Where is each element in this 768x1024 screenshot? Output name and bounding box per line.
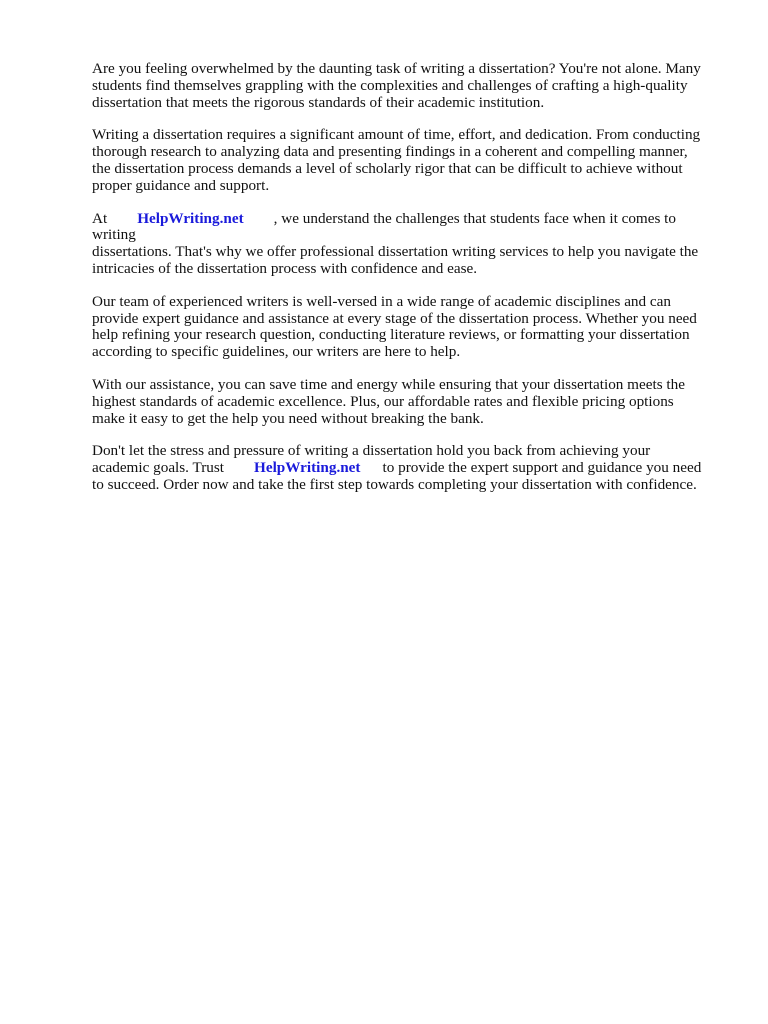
paragraph-text: Don't let the stress and pressure of writing a dissertation hold you back from achieving your <box>92 442 651 460</box>
paragraph-text: to succeed. Order now and take the first step towards completing your dissertation with confidence. <box>92 475 697 493</box>
paragraph-text: At <box>92 209 108 227</box>
paragraph-call-to-action <box>92 443 722 493</box>
paragraph-intro: Are you feeling overwhelmed by the daunting task of writing a dissertation? You're not alone. Many students find themselves grappling with the complexities and challenges of crafting a high-quality dissertation that meets the rigorous standards of their academic institution. <box>92 60 701 111</box>
paragraph-helpwriting-intro <box>92 211 722 278</box>
paragraph-text: academic goals. Trust <box>92 459 225 477</box>
paragraph-team: Our team of experienced writers is well-versed in a wide range of academic disciplines and can provide expert guidance and assistance at every stage of the dissertation process. Whether you need help refining your research question, conducting literature reviews, or formatting your dissertation according to specific guidelines, our writers are here to help. <box>92 292 697 361</box>
paragraph-requirements: Writing a dissertation requires a significant amount of time, effort, and dedication. From conducting thorough research to analyzing data and presenting findings in a coherent and compelling manner, the dissertation process demands a level of scholarly rigor that can be difficult to achieve without proper guidance and support. <box>92 126 701 194</box>
helpwriting-link[interactable]: HelpWriting.net <box>137 209 244 227</box>
paragraph-text: , we understand the challenges that students face when it comes to writing <box>92 209 676 244</box>
paragraph-text: to provide the expert support and guidance you need <box>382 459 702 477</box>
helpwriting-link[interactable]: HelpWriting.net <box>254 459 361 477</box>
paragraph-assistance: With our assistance, you can save time and energy while ensuring that your dissertation meets the highest standards of academic excellence. Plus, our affordable rates and flexible pricing options make it easy to get the help you need without breaking the bank. <box>92 375 685 427</box>
paragraph-text: dissertations. That's why we offer professional dissertation writing services to help you navigate the intricacies of the dissertation process with confidence and ease. <box>92 243 699 277</box>
document-body <box>92 61 722 510</box>
